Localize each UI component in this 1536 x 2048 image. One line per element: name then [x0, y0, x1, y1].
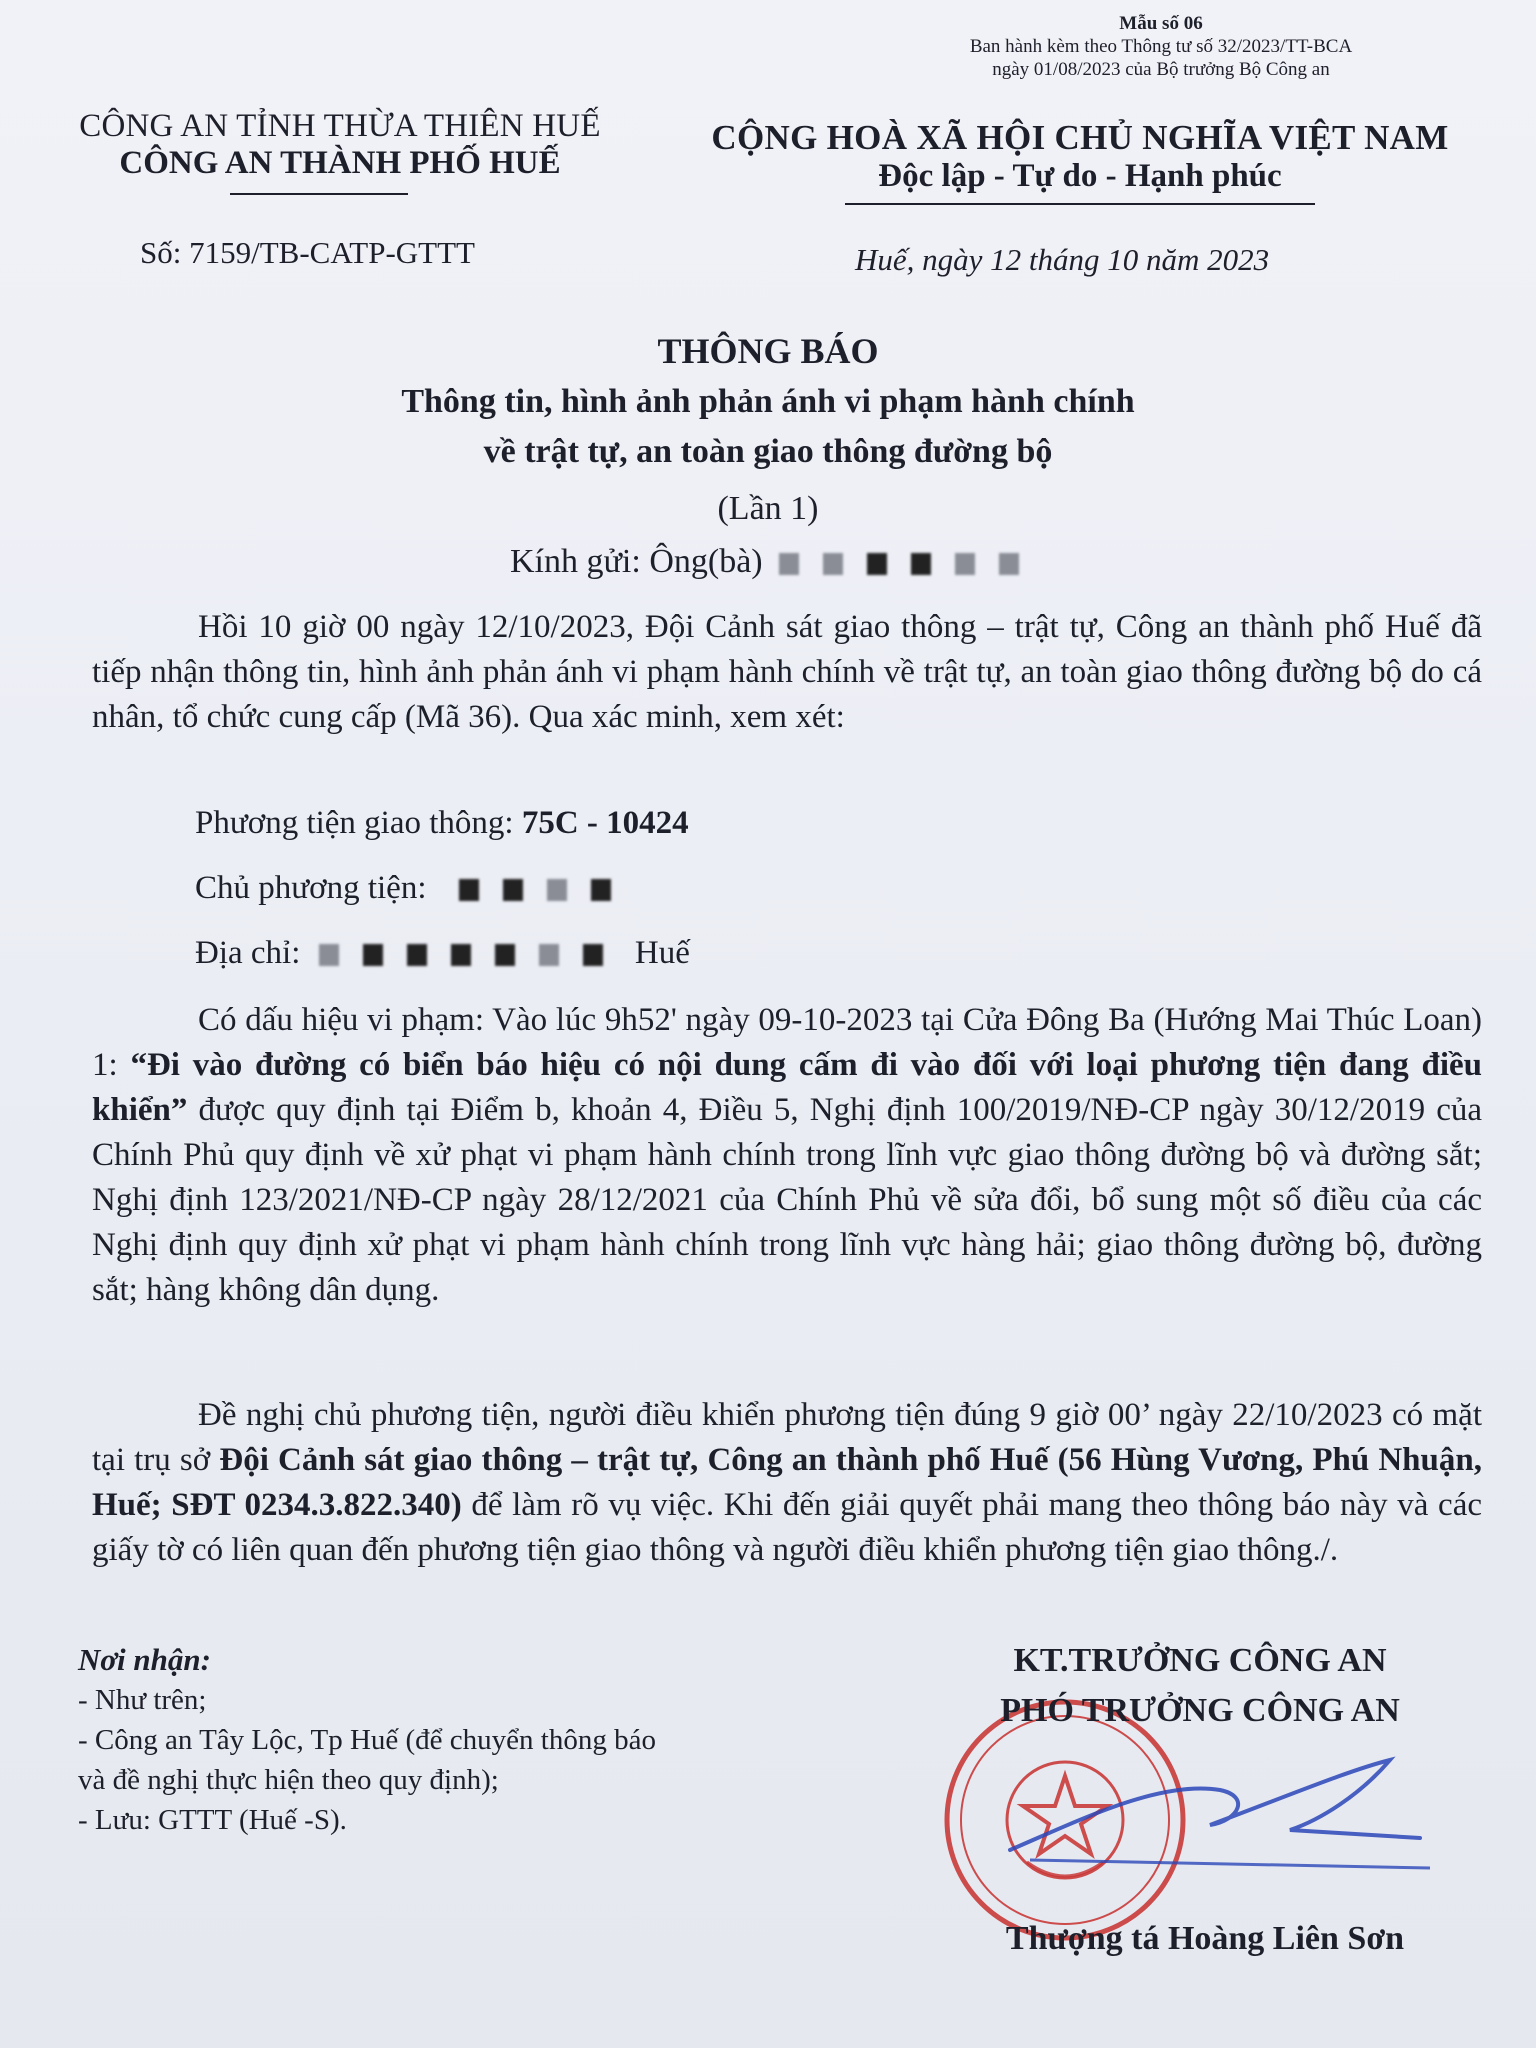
- request-suffix: để làm rõ vụ việc. Khi đến giải quyết phải mang theo thông báo này và các giấy tờ có liên quan đến phương tiện giao thông và người điều khiển phương tiện giao thông./.: [92, 1487, 1482, 1568]
- motto-underline: [845, 203, 1315, 205]
- address-city: Huế: [634, 935, 690, 971]
- country-name: CỘNG HOÀ XÃ HỘI CHỦ NGHĨA VIỆT NAM: [711, 118, 1449, 157]
- address-label: Địa chỉ:: [195, 935, 301, 971]
- document-subtitle-1: Thông tin, hình ảnh phản ánh vi phạm hành chính: [401, 383, 1135, 420]
- address-field: [195, 935, 690, 972]
- violation-quote: “Đi vào đường có biển báo hiệu có nội dung cấm đi vào đối với loại phương tiện đang điều khiển”: [92, 1047, 1483, 1128]
- document-subtitle-2: về trật tự, an toàn giao thông đường bộ: [483, 433, 1053, 470]
- recipients-heading: Nơi nhận:: [78, 1642, 211, 1677]
- recipient-item: và đề nghị thực hiện theo quy định);: [78, 1764, 499, 1796]
- request-prefix: Đề nghị chủ phương tiện, người điều khiển phương tiện đúng 9 giờ 00’ ngày 22/10/2023 có mặt tại trụ sở: [92, 1397, 1482, 1478]
- vehicle-label: Phương tiện giao thông:: [195, 805, 514, 841]
- license-plate: 75C - 10424: [521, 805, 689, 841]
- signer-name: Thượng tá Hoàng Liên Sơn: [1005, 1920, 1405, 1957]
- recipient-label: Kính gửi: Ông(bà): [510, 543, 763, 580]
- request-paragraph: [92, 1393, 1482, 1573]
- national-motto: Độc lập - Tự do - Hạnh phúc: [878, 158, 1282, 194]
- recipient-item: - Công an Tây Lộc, Tp Huế (để chuyển thông báo: [78, 1724, 656, 1756]
- intro-paragraph: [92, 605, 1482, 740]
- owner-label: Chủ phương tiện:: [195, 870, 427, 906]
- signature-title-1: KT.TRƯỞNG CÔNG AN: [1013, 1642, 1387, 1679]
- redacted-address: [319, 935, 635, 971]
- signature-title-2: PHÓ TRƯỞNG CÔNG AN: [1000, 1692, 1400, 1729]
- form-issuance: Ban hành kèm theo Thông tư số 32/2023/TT-BCA: [969, 36, 1353, 57]
- owner-field: [195, 870, 635, 907]
- form-issuance-date: ngày 01/08/2023 của Bộ trưởng Bộ Công an: [992, 59, 1330, 80]
- request-text: [92, 1393, 1482, 1573]
- violation-prefix: Có dấu hiệu vi phạm: Vào lúc 9h52' ngày 09-10-2023 tại Cửa Đông Ba (Hướng Mai Thúc Loan) 1:: [92, 1002, 1482, 1083]
- document-number: Số: 7159/TB-CATP-GTTT: [140, 235, 475, 270]
- violation-legal-basis: được quy định tại Điểm b, khoản 4, Điều 5, Nghị định 100/2019/NĐ-CP ngày 30/12/2019 của Chính Phủ quy định về xử phạt vi phạm hành chính trong lĩnh vực giao thông đường bộ và đường sắt; Nghị định 123/2021/NĐ-CP ngày 28/12/2021 của Chính Phủ về sửa đổi, bổ sung một số điều của các Nghị định quy định xử phạt vi phạm hành chính trong lĩnh vực hàng hải; giao thông đường bộ, đường sắt; hàng không dân dụng.: [92, 1092, 1482, 1308]
- violation-text: [92, 998, 1482, 1313]
- office-address: Đội Cảnh sát giao thông – trật tự, Công an thành phố Huế (56 Hùng Vương, Phú Nhuận, Huế; SĐT 0234.3.822.340): [92, 1442, 1482, 1523]
- form-number: Mẫu số 06: [1119, 13, 1203, 34]
- handwritten-signature: [990, 1700, 1450, 1880]
- redacted-recipient: [779, 543, 1043, 580]
- recipient-line: [510, 543, 1043, 581]
- national-header: [690, 118, 1470, 195]
- violation-paragraph: [92, 998, 1482, 1313]
- recipient-item: - Như trên;: [78, 1684, 207, 1716]
- intro-text: Hồi 10 giờ 00 ngày 12/10/2023, Đội Cảnh sát giao thông – trật tự, Công an thành phố Huế đã tiếp nhận thông tin, hình ảnh phản ánh vi phạm hành chính về trật tự, an toàn giao thông đường bộ do cá nhân, tổ chức cung cấp (Mã 36). Qua xác minh, xem xét:: [92, 609, 1482, 735]
- agency-header: [40, 108, 640, 182]
- place-date: Huế, ngày 12 tháng 10 năm 2023: [855, 242, 1270, 277]
- document-title: THÔNG BÁO: [657, 331, 879, 371]
- agency-underline: [230, 193, 408, 195]
- recipient-item: - Lưu: GTTT (Huế -S).: [78, 1804, 347, 1836]
- recipients-block: [78, 1640, 656, 1840]
- agency-name: CÔNG AN THÀNH PHỐ HUẾ: [119, 145, 561, 181]
- notice-round: (Lần 1): [717, 490, 819, 527]
- parent-agency: CÔNG AN TỈNH THỪA THIÊN HUẾ: [79, 108, 601, 144]
- vehicle-field: [195, 805, 689, 842]
- form-note: [901, 12, 1421, 81]
- redacted-owner: [459, 870, 635, 906]
